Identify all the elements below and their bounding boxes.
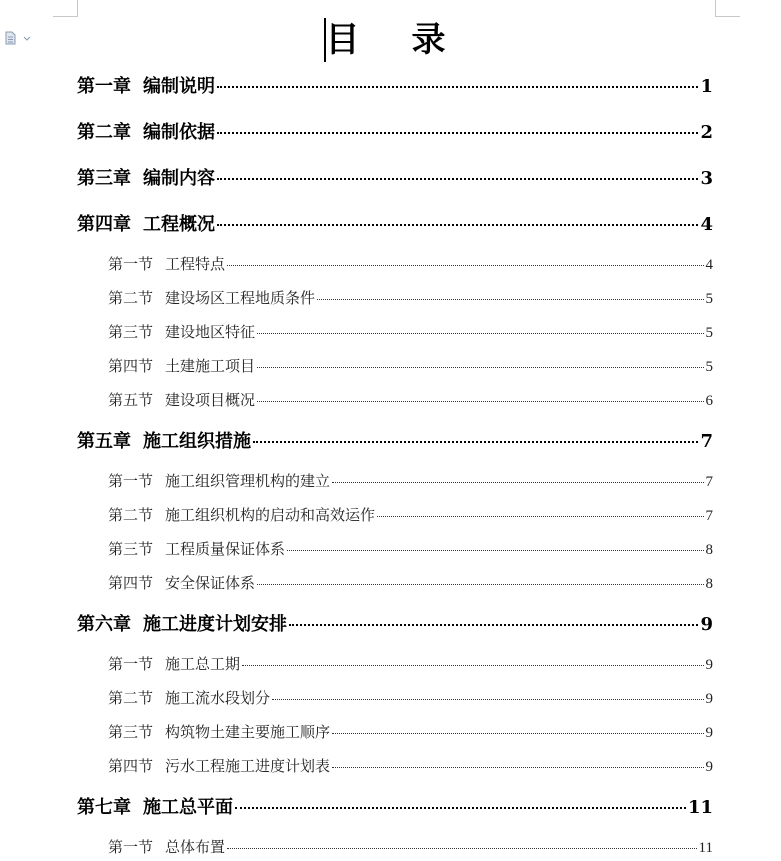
toc-entry-title: 施工组织措施: [143, 431, 251, 452]
toc-chapter-entry[interactable]: [77, 427, 713, 451]
toc-entry-title: 工程质量保证体系: [165, 542, 286, 558]
toc-section-entry[interactable]: [108, 504, 713, 524]
toc-entry-title: 总体布置: [165, 840, 226, 856]
toc-entry-title: 编制依据: [143, 122, 215, 143]
toc-entry-title: 建设场区工程地质条件: [165, 291, 316, 307]
toc-section-entry[interactable]: [108, 253, 713, 273]
toc-entry-number: 第一节: [108, 657, 154, 673]
toc-page-number: 9: [700, 614, 713, 635]
toc-leader-dots: [257, 367, 703, 368]
toc-entry-title: 施工流水段划分: [165, 691, 271, 707]
toc-leader-dots: [227, 265, 703, 266]
toc-entry-title: 工程特点: [165, 257, 226, 273]
toc-leader-dots: [217, 178, 698, 180]
toc-section-entry[interactable]: [108, 755, 713, 775]
toc-page-number: 1: [700, 76, 713, 97]
toc-page-number: 8: [705, 542, 713, 558]
toc-page-number: 11: [698, 840, 713, 856]
toc-entry-title: 编制说明: [143, 76, 215, 97]
toc-chapter-entry[interactable]: [77, 118, 713, 142]
toc-entry-number: 第三节: [108, 542, 154, 558]
toc-leader-dots: [332, 482, 703, 483]
toc-page-number: 4: [705, 257, 713, 273]
toc-page-number: 3: [700, 168, 713, 189]
toc-section-entry[interactable]: [108, 321, 713, 341]
toc-leader-dots: [217, 132, 698, 134]
toc-chapter-entry[interactable]: [77, 610, 713, 634]
toc-section-entry[interactable]: [108, 287, 713, 307]
toc-entry-number: 第四章: [77, 214, 131, 235]
toc-entry-number: 第二节: [108, 508, 154, 524]
toc-leader-dots: [217, 224, 698, 226]
toc-leader-dots: [272, 699, 703, 700]
toc-entry-number: 第二章: [77, 122, 131, 143]
toc-leader-dots: [287, 550, 703, 551]
toc-chapter-entry[interactable]: [77, 164, 713, 188]
toc-leader-dots: [289, 624, 698, 626]
toc-page-number: 5: [705, 359, 713, 375]
crop-mark-left: [53, 0, 78, 17]
toc-entry-number: 第四节: [108, 359, 154, 375]
toc-entry-title: 土建施工项目: [165, 359, 256, 375]
toc-entry-title: 安全保证体系: [165, 576, 256, 592]
toc-entry-number: 第三节: [108, 725, 154, 741]
toc-section-entry[interactable]: [108, 389, 713, 409]
toc-chapter-entry[interactable]: [77, 793, 713, 817]
toc-section-entry[interactable]: [108, 721, 713, 741]
toc-chapter-entry[interactable]: [77, 210, 713, 234]
toc-leader-dots: [257, 584, 703, 585]
toc-entry-number: 第七章: [77, 797, 131, 818]
toc-leader-dots: [332, 767, 703, 768]
toc-page-number: 7: [705, 508, 713, 524]
toc-entry-number: 第二节: [108, 291, 154, 307]
toc-leader-dots: [332, 733, 703, 734]
toc-section-entry[interactable]: [108, 836, 713, 856]
toc-entry-title: 建设项目概况: [165, 393, 256, 409]
toc-page-number: 9: [705, 691, 713, 707]
toc-page-number: 2: [700, 122, 713, 143]
toc-entry-title: 建设地区特征: [165, 325, 256, 341]
toc-page-number: 9: [705, 725, 713, 741]
crop-mark-right: [715, 0, 740, 17]
toc-leader-dots: [242, 665, 703, 666]
toc-leader-dots: [257, 333, 703, 334]
toc-leader-dots: [235, 807, 686, 809]
toc-section-entry[interactable]: [108, 572, 713, 592]
toc-entry-number: 第五节: [108, 393, 154, 409]
toc-page-number: 11: [687, 797, 713, 818]
toc-leader-dots: [377, 516, 703, 517]
toc-entry-number: 第二节: [108, 691, 154, 707]
toc-leader-dots: [317, 299, 703, 300]
toc-entry-number: 第四节: [108, 759, 154, 775]
toc-entry-number: 第四节: [108, 576, 154, 592]
toc-entry-number: 第一节: [108, 840, 154, 856]
toc-entry-title: 施工总平面: [143, 797, 233, 818]
toc-entry-number: 第一章: [77, 76, 131, 97]
toc-page-number: 9: [705, 657, 713, 673]
toc-section-entry[interactable]: [108, 470, 713, 490]
toc-entry-title: 施工总工期: [165, 657, 241, 673]
toc-entry-title: 工程概况: [143, 214, 215, 235]
toc-entry-number: 第一节: [108, 257, 154, 273]
toc-entry-number: 第三节: [108, 325, 154, 341]
toc-entry-number: 第五章: [77, 431, 131, 452]
toc-page-number: 7: [705, 474, 713, 490]
page-title: 目录: [325, 20, 498, 60]
toc-leader-dots: [217, 86, 698, 88]
toc-page-number: 9: [705, 759, 713, 775]
toc-page-number: 6: [705, 393, 713, 409]
toc-entry-number: 第三章: [77, 168, 131, 189]
toc-entry-title: 编制内容: [143, 168, 215, 189]
toc-page-number: 5: [705, 291, 713, 307]
toc-entry-number: 第六章: [77, 614, 131, 635]
toc-entry-title: 施工组织管理机构的建立: [165, 474, 331, 490]
toc-leader-dots: [257, 401, 703, 402]
toc-page-number: 5: [705, 325, 713, 341]
toc-entry-title: 施工进度计划安排: [143, 614, 287, 635]
toc-chapter-entry[interactable]: [77, 72, 713, 96]
toc-section-entry[interactable]: [108, 538, 713, 558]
toc-entry-title: 施工组织机构的启动和高效运作: [165, 508, 376, 524]
toc-leader-dots: [227, 848, 697, 849]
toc-entry-number: 第一节: [108, 474, 154, 490]
toc-section-entry[interactable]: [108, 653, 713, 673]
toc-page-number: 8: [705, 576, 713, 592]
toc-entry-title: 构筑物土建主要施工顺序: [165, 725, 331, 741]
toc-section-entry[interactable]: [108, 355, 713, 375]
toc-section-entry[interactable]: [108, 687, 713, 707]
toc-entry-title: 污水工程施工进度计划表: [165, 759, 331, 775]
toc-page-number: 4: [700, 214, 713, 235]
toc-leader-dots: [253, 441, 698, 443]
toc-page-number: 7: [700, 431, 713, 452]
